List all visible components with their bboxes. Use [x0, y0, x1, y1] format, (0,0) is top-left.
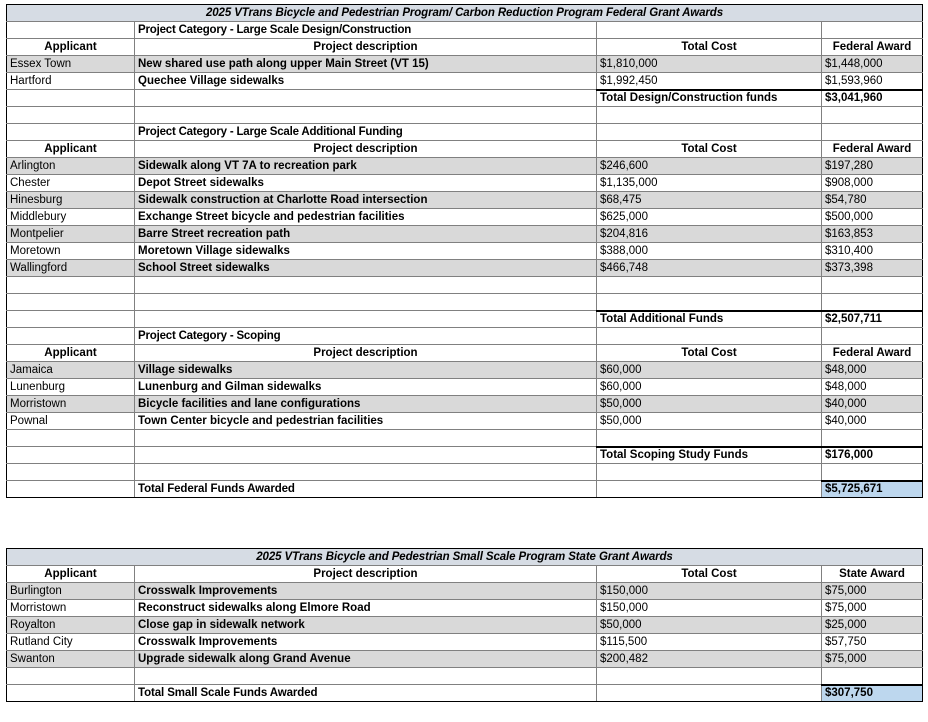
category-row-spacer-left	[7, 328, 135, 345]
column-header-total-cost: Total Cost	[597, 566, 822, 583]
blank-cell	[822, 430, 923, 447]
applicant-cell: Moretown	[7, 243, 135, 260]
total-cost-cell: $388,000	[597, 243, 822, 260]
project-description-cell: Crosswalk Improvements	[135, 583, 597, 600]
project-description-cell: Bicycle facilities and lane configurations	[135, 396, 597, 413]
award-cell: $500,000	[822, 209, 923, 226]
award-cell: $908,000	[822, 175, 923, 192]
table-row	[7, 158, 923, 175]
column-header-description: Project description	[135, 39, 597, 56]
column-header-award: Federal Award	[822, 39, 923, 56]
applicant-cell: Wallingford	[7, 260, 135, 277]
state-table-body	[7, 549, 923, 702]
award-cell: $310,400	[822, 243, 923, 260]
table-row	[7, 396, 923, 413]
subtotal-spacer-left	[7, 447, 135, 464]
grand-total-value: $5,725,671	[822, 481, 923, 498]
federal-table-body	[7, 5, 923, 498]
total-cost-cell: $466,748	[597, 260, 822, 277]
grand-total-spacer-cost	[597, 685, 822, 702]
grand-total-row	[7, 685, 923, 702]
award-cell: $40,000	[822, 413, 923, 430]
applicant-cell: Essex Town	[7, 56, 135, 73]
project-description-cell: Crosswalk Improvements	[135, 634, 597, 651]
project-description-cell: Sidewalk construction at Charlotte Road intersection	[135, 192, 597, 209]
column-header-total-cost: Total Cost	[597, 39, 822, 56]
category-row-spacer-award	[822, 124, 923, 141]
blank-cell	[7, 107, 135, 124]
applicant-cell: Middlebury	[7, 209, 135, 226]
total-cost-cell: $50,000	[597, 396, 822, 413]
project-description-cell: Exchange Street bicycle and pedestrian facilities	[135, 209, 597, 226]
category-row-spacer-award	[822, 22, 923, 39]
subtotal-spacer-description	[135, 447, 597, 464]
column-header-total-cost: Total Cost	[597, 345, 822, 362]
federal-grant-awards-table	[6, 4, 923, 498]
subtotal-row	[7, 90, 923, 107]
blank-cell	[822, 277, 923, 294]
applicant-cell: Burlington	[7, 583, 135, 600]
state-grant-awards-table	[6, 548, 923, 702]
applicant-cell: Royalton	[7, 617, 135, 634]
applicant-cell: Montpelier	[7, 226, 135, 243]
blank-cell	[135, 294, 597, 311]
blank-cell	[7, 668, 135, 685]
column-header-applicant: Applicant	[7, 345, 135, 362]
award-cell: $1,593,960	[822, 73, 923, 90]
total-cost-cell: $150,000	[597, 600, 822, 617]
category-row	[7, 124, 923, 141]
category-row-spacer-left	[7, 124, 135, 141]
column-header-award: Federal Award	[822, 345, 923, 362]
blank-cell	[822, 464, 923, 481]
blank-cell	[822, 668, 923, 685]
award-cell: $373,398	[822, 260, 923, 277]
applicant-cell: Hartford	[7, 73, 135, 90]
award-cell: $75,000	[822, 600, 923, 617]
state-title-row	[7, 549, 923, 566]
table-row	[7, 73, 923, 90]
subtotal-spacer-left	[7, 90, 135, 107]
category-row-spacer-cost	[597, 328, 822, 345]
table-title: 2025 VTrans Bicycle and Pedestrian Small Scale Program State Grant Awards	[7, 549, 923, 566]
table-row	[7, 226, 923, 243]
category-row-spacer-award	[822, 328, 923, 345]
applicant-cell: Hinesburg	[7, 192, 135, 209]
total-cost-cell: $1,810,000	[597, 56, 822, 73]
project-description-cell: Upgrade sidewalk along Grand Avenue	[135, 651, 597, 668]
category-row-spacer-cost	[597, 22, 822, 39]
blank-cell	[135, 464, 597, 481]
applicant-cell: Chester	[7, 175, 135, 192]
project-description-cell: Reconstruct sidewalks along Elmore Road	[135, 600, 597, 617]
column-header-applicant: Applicant	[7, 141, 135, 158]
total-cost-cell: $200,482	[597, 651, 822, 668]
grand-total-spacer-left	[7, 481, 135, 498]
project-category-label: Project Category - Large Scale Design/Construction	[135, 22, 597, 39]
project-description-cell: School Street sidewalks	[135, 260, 597, 277]
column-header-description: Project description	[135, 566, 597, 583]
blank-cell	[7, 277, 135, 294]
applicant-cell: Jamaica	[7, 362, 135, 379]
table-row	[7, 209, 923, 226]
total-cost-cell: $204,816	[597, 226, 822, 243]
blank-cell	[135, 430, 597, 447]
award-cell: $163,853	[822, 226, 923, 243]
total-cost-cell: $60,000	[597, 379, 822, 396]
table-row	[7, 583, 923, 600]
project-description-cell: Village sidewalks	[135, 362, 597, 379]
blank-cell	[597, 464, 822, 481]
table-row	[7, 56, 923, 73]
grand-total-value: $307,750	[822, 685, 923, 702]
table-row	[7, 192, 923, 209]
applicant-cell: Arlington	[7, 158, 135, 175]
table-row	[7, 175, 923, 192]
subtotal-value: $3,041,960	[822, 90, 923, 107]
applicant-cell: Lunenburg	[7, 379, 135, 396]
table-row	[7, 243, 923, 260]
federal-header-row	[7, 141, 923, 158]
subtotal-value: $176,000	[822, 447, 923, 464]
grand-total-spacer-left	[7, 685, 135, 702]
award-cell: $57,750	[822, 634, 923, 651]
blank-cell	[597, 294, 822, 311]
applicant-cell: Rutland City	[7, 634, 135, 651]
blank-cell	[597, 430, 822, 447]
blank-cell	[135, 277, 597, 294]
blank-row	[7, 430, 923, 447]
blank-row	[7, 464, 923, 481]
subtotal-value: $2,507,711	[822, 311, 923, 328]
total-cost-cell: $60,000	[597, 362, 822, 379]
award-cell: $75,000	[822, 651, 923, 668]
applicant-cell: Morristown	[7, 600, 135, 617]
blank-cell	[597, 668, 822, 685]
project-description-cell: Lunenburg and Gilman sidewalks	[135, 379, 597, 396]
blank-cell	[7, 294, 135, 311]
total-cost-cell: $50,000	[597, 617, 822, 634]
blank-cell	[597, 277, 822, 294]
subtotal-spacer-description	[135, 311, 597, 328]
applicant-cell: Swanton	[7, 651, 135, 668]
blank-cell	[135, 107, 597, 124]
project-description-cell: Town Center bicycle and pedestrian facilities	[135, 413, 597, 430]
award-cell: $48,000	[822, 362, 923, 379]
column-header-award: Federal Award	[822, 141, 923, 158]
column-header-total-cost: Total Cost	[597, 141, 822, 158]
federal-header-row	[7, 345, 923, 362]
project-category-label: Project Category - Large Scale Additional Funding	[135, 124, 597, 141]
category-row-spacer-left	[7, 22, 135, 39]
project-description-cell: Quechee Village sidewalks	[135, 73, 597, 90]
grand-total-row	[7, 481, 923, 498]
blank-cell	[597, 107, 822, 124]
column-header-applicant: Applicant	[7, 566, 135, 583]
project-description-cell: Close gap in sidewalk network	[135, 617, 597, 634]
table-row	[7, 260, 923, 277]
federal-title-row	[7, 5, 923, 22]
blank-row	[7, 277, 923, 294]
grand-total-label: Total Federal Funds Awarded	[135, 481, 597, 498]
table-row	[7, 617, 923, 634]
blank-cell	[822, 294, 923, 311]
subtotal-spacer-left	[7, 311, 135, 328]
column-header-applicant: Applicant	[7, 39, 135, 56]
subtotal-spacer-description	[135, 90, 597, 107]
applicant-cell: Pownal	[7, 413, 135, 430]
subtotal-label: Total Scoping Study Funds	[597, 447, 822, 464]
award-cell: $197,280	[822, 158, 923, 175]
award-cell: $54,780	[822, 192, 923, 209]
table-row	[7, 413, 923, 430]
table-row	[7, 634, 923, 651]
blank-cell	[7, 430, 135, 447]
table-row	[7, 600, 923, 617]
state-header-row	[7, 566, 923, 583]
column-header-description: Project description	[135, 141, 597, 158]
project-description-cell: Depot Street sidewalks	[135, 175, 597, 192]
award-cell: $75,000	[822, 583, 923, 600]
blank-cell	[135, 668, 597, 685]
category-row-spacer-cost	[597, 124, 822, 141]
total-cost-cell: $1,992,450	[597, 73, 822, 90]
subtotal-row	[7, 447, 923, 464]
category-row	[7, 328, 923, 345]
table-row	[7, 362, 923, 379]
blank-cell	[7, 464, 135, 481]
total-cost-cell: $150,000	[597, 583, 822, 600]
applicant-cell: Morristown	[7, 396, 135, 413]
award-cell: $40,000	[822, 396, 923, 413]
federal-header-row	[7, 39, 923, 56]
award-cell: $48,000	[822, 379, 923, 396]
blank-row	[7, 668, 923, 685]
subtotal-row	[7, 311, 923, 328]
category-row	[7, 22, 923, 39]
total-cost-cell: $50,000	[597, 413, 822, 430]
grand-total-label: Total Small Scale Funds Awarded	[135, 685, 597, 702]
project-category-label: Project Category - Scoping	[135, 328, 597, 345]
column-header-award: State Award	[822, 566, 923, 583]
award-cell: $25,000	[822, 617, 923, 634]
blank-row	[7, 294, 923, 311]
project-description-cell: Moretown Village sidewalks	[135, 243, 597, 260]
project-description-cell: Sidewalk along VT 7A to recreation park	[135, 158, 597, 175]
total-cost-cell: $625,000	[597, 209, 822, 226]
blank-row	[7, 107, 923, 124]
project-description-cell: New shared use path along upper Main Street (VT 15)	[135, 56, 597, 73]
award-cell: $1,448,000	[822, 56, 923, 73]
project-description-cell: Barre Street recreation path	[135, 226, 597, 243]
column-header-description: Project description	[135, 345, 597, 362]
table-row	[7, 379, 923, 396]
total-cost-cell: $68,475	[597, 192, 822, 209]
table-row	[7, 651, 923, 668]
subtotal-label: Total Additional Funds	[597, 311, 822, 328]
blank-cell	[822, 107, 923, 124]
subtotal-label: Total Design/Construction funds	[597, 90, 822, 107]
total-cost-cell: $246,600	[597, 158, 822, 175]
table-title: 2025 VTrans Bicycle and Pedestrian Program/ Carbon Reduction Program Federal Grant Awards	[7, 5, 923, 22]
total-cost-cell: $1,135,000	[597, 175, 822, 192]
grand-total-spacer-cost	[597, 481, 822, 498]
total-cost-cell: $115,500	[597, 634, 822, 651]
